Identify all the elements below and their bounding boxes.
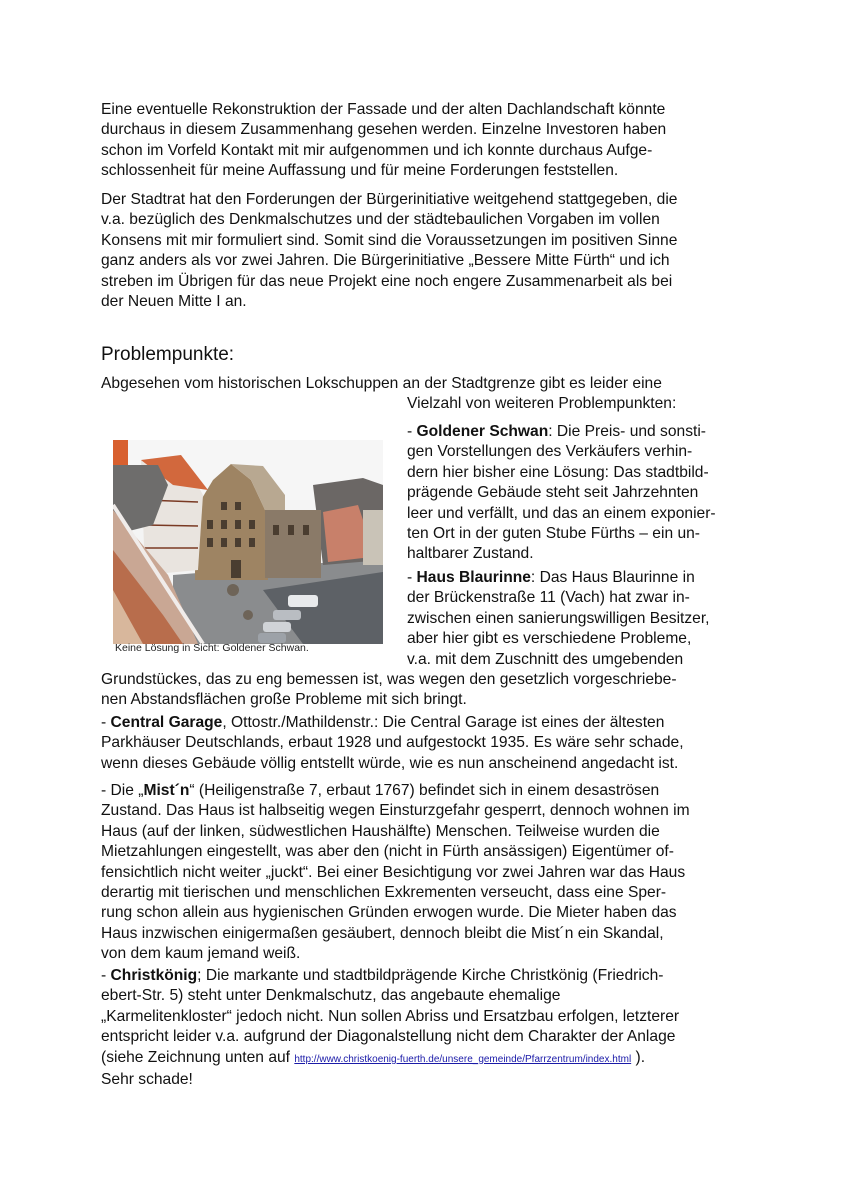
text-line: rung schon allein aus hygienischen Gründen erwogen wurde. Die Mieter haben das xyxy=(101,904,677,922)
text-line: wenn dieses Gebäude völlig entstellt würde, wie es nun anscheinend angedacht ist. xyxy=(101,754,679,772)
paragraph-stadtrat xyxy=(101,190,751,312)
item-prefix: - xyxy=(407,569,417,586)
text-line: Sehr schade! xyxy=(101,1071,193,1089)
photo-caption: Keine Lösung in Sicht: Goldener Schwan. xyxy=(115,642,309,654)
text-line: „Karmelitenkloster“ jedoch nicht. Nun sollen Abriss und Ersatzbau erfolgen, letzterer xyxy=(101,1007,680,1025)
text-line: Mietzahlungen eingestellt, was aber den (nicht in Fürth ansässigen) Eigentümer of- xyxy=(101,843,674,861)
item-title: Goldener Schwan xyxy=(416,423,549,440)
text-line: gen Vorstellungen des Verkäufers verhin- xyxy=(407,443,693,461)
text-line: Parkhäuser Deutschlands, erbaut 1928 und aufgestockt 1935. Es wäre sehr schade, xyxy=(101,734,684,752)
item-christkoenig xyxy=(101,966,751,1090)
text-line: schlossenheit für meine Auffassung und für meine Forderungen feststellen. xyxy=(101,162,619,180)
text-line: nen Abstandsflächen große Probleme mit sich bringt. xyxy=(101,691,467,709)
text-line: ; Die markante und stadtbildprägende Kirche Christkönig (Friedrich- xyxy=(197,967,664,984)
text-line: Abgesehen vom historischen Lokschuppen an der Stadtgrenze gibt es leider eine xyxy=(101,375,662,392)
text-line: haltbarer Zustand. xyxy=(407,545,534,563)
text-line: der Brückenstraße 11 (Vach) hat zwar in- xyxy=(407,589,690,607)
item-goldener-schwan xyxy=(407,422,752,565)
text-line: schon im Vorfeld Kontakt mit mir aufgenommen und ich konnte durchaus Aufge- xyxy=(101,141,653,159)
text-line: zwischen einen sanierungswilligen Besitzer, xyxy=(407,609,710,627)
text-line: v.a. mit dem Zuschnitt des umgebenden xyxy=(407,650,684,668)
text-line: dern hier bisher eine Lösung: Das stadtbild- xyxy=(407,463,709,481)
text-line: ten Ort in der guten Stube Fürths – ein un- xyxy=(407,525,700,543)
christkoenig-pfarrzentrum-link[interactable]: http://www.christkoenig-fuerth.de/unsere_gemeinde/Pfarrzentrum/index.html xyxy=(294,1053,632,1065)
item-prefix: - Die „ xyxy=(101,782,144,799)
item-central-garage xyxy=(101,713,751,774)
text-line: , Ottostr./Mathildenstr.: Die Central Garage ist eines der ältesten xyxy=(222,714,665,731)
text-line: Der Stadtrat hat den Forderungen der Bürgerinitiative weitgehend stattgegeben, die xyxy=(101,191,678,208)
text-line: Grundstückes, das zu eng bemessen ist, was wegen den gesetzlich vorgeschriebe- xyxy=(101,671,677,688)
item-title: Central Garage xyxy=(110,714,223,731)
text-line: fensichtlich nicht weiter „juckt“. Bei einer Besichtigung vor zwei Jahren war das Haus xyxy=(101,863,686,881)
text-line: Vielzahl von weiteren Problempunkten: xyxy=(407,395,677,413)
goldener-schwan-photo xyxy=(113,440,383,644)
section-intro xyxy=(101,374,751,415)
text-line: (siehe Zeichnung unten auf xyxy=(101,1048,295,1066)
text-line: ebert-Str. 5) steht unter Denkmalschutz, das angebaute ehemalige xyxy=(101,987,561,1005)
text-line: entspricht leider v.a. aufgrund der Diagonalstellung nicht dem Charakter der Anlage xyxy=(101,1028,676,1046)
text-line: ganz anders als vor zwei Jahren. Die Bürgerinitiative „Bessere Mitte Fürth“ und ich xyxy=(101,252,670,270)
text-line: Haus inzwischen einigermaßen gesäubert, dennoch bleibt die Mist´n ein Skandal, xyxy=(101,924,664,942)
text-line: streben im Übrigen für das neue Projekt eine noch engere Zusammenarbeit als bei xyxy=(101,272,673,290)
text-line: : Das Haus Blaurinne in xyxy=(530,569,695,586)
item-haus-blaurinne-continuation xyxy=(101,670,751,711)
text-line: v.a. bezüglich des Denkmalschutzes und der städtebaulichen Vorgaben im vollen xyxy=(101,211,660,229)
item-title: Christkönig xyxy=(110,967,198,984)
item-haus-blaurinne xyxy=(407,568,752,670)
text-line: Haus (auf der linken, südwestlichen Haushälfte) Menschen. Teilweise wurden die xyxy=(101,822,660,840)
paragraph-reconstruction xyxy=(101,100,751,182)
item-title: Haus Blaurinne xyxy=(416,569,531,586)
text-line: Eine eventuelle Rekonstruktion der Fassade und der alten Dachlandschaft könnte xyxy=(101,101,666,118)
item-prefix: - xyxy=(407,423,417,440)
text-line: derartig mit tierischen und menschlichen Exkrementen verseucht, dass eine Sper- xyxy=(101,884,667,902)
text-line: prägende Gebäude steht seit Jahrzehnten xyxy=(407,484,699,502)
text-line: “ (Heiligenstraße 7, erbaut 1767) befindet sich in einem desaströsen xyxy=(189,782,660,799)
item-prefix: - xyxy=(101,967,111,984)
text-line: durchaus in diesem Zusammenhang gesehen werden. Einzelne Investoren haben xyxy=(101,121,667,139)
text-line: von dem kaum jemand weiß. xyxy=(101,945,301,963)
text-line: : Die Preis- und sonsti- xyxy=(548,423,706,440)
item-mistn xyxy=(101,781,751,965)
text-line: Zustand. Das Haus ist halbseitig wegen Einsturzgefahr gesperrt, dennoch wohnen im xyxy=(101,802,690,820)
text-line: ). xyxy=(631,1048,646,1066)
text-line: der Neuen Mitte I an. xyxy=(101,293,247,311)
section-heading: Problempunkte: xyxy=(101,344,235,365)
item-prefix: - xyxy=(101,714,111,731)
item-title: Mist´n xyxy=(143,782,190,799)
text-line: leer und verfällt, und das an einem exponier- xyxy=(407,504,716,522)
text-line: aber hier gibt es verschiedene Probleme, xyxy=(407,630,692,648)
text-line: Konsens mit mir formuliert sind. Somit sind die Voraussetzungen im positiven Sinne xyxy=(101,231,678,249)
